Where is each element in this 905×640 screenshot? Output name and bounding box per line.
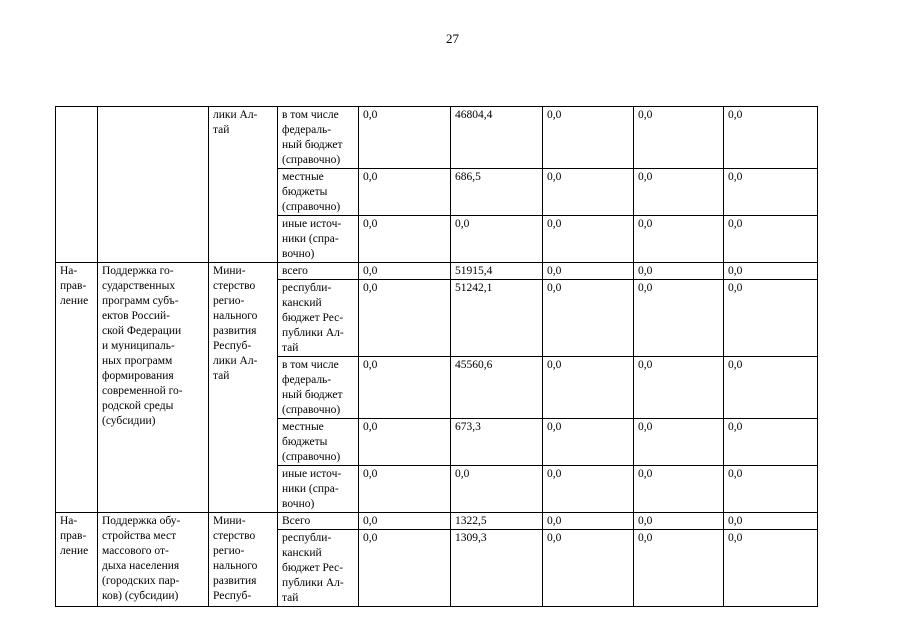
source-cell: местные бюджеты (справочно): [278, 419, 359, 466]
value-cell: 0,0: [359, 419, 451, 466]
budget-table-body: [56, 107, 818, 607]
value-cell: 51915,4: [451, 263, 543, 280]
source-cell: всего: [278, 263, 359, 280]
value-cell: 0,0: [724, 530, 818, 607]
event-cell: [98, 107, 209, 263]
value-cell: 0,0: [634, 280, 724, 357]
value-cell: 686,5: [451, 169, 543, 216]
value-cell: 0,0: [634, 169, 724, 216]
source-cell: местные бюджеты (справочно): [278, 169, 359, 216]
value-cell: 1309,3: [451, 530, 543, 607]
value-cell: 0,0: [634, 107, 724, 169]
value-cell: 0,0: [359, 466, 451, 513]
value-cell: 0,0: [724, 466, 818, 513]
value-cell: 0,0: [634, 357, 724, 419]
value-cell: 46804,4: [451, 107, 543, 169]
value-cell: 0,0: [543, 216, 634, 263]
table-row: [56, 107, 818, 169]
value-cell: 0,0: [634, 419, 724, 466]
event-cell: Поддержка обу- стройства мест массового от- дыха населения (городских пар- ков) (субсидии): [98, 513, 209, 607]
value-cell: 0,0: [543, 169, 634, 216]
value-cell: 0,0: [634, 216, 724, 263]
source-cell: Всего: [278, 513, 359, 530]
event-cell: Поддержка го- сударственных программ субъ- ектов Россий- ской Федерации и муниципаль- ных программ формирования современной го- родской среды (субсидии): [98, 263, 209, 513]
executor-cell: Мини- стерство регио- нального развития Респуб- лики Ал- тай: [209, 263, 278, 513]
type-cell: [56, 107, 98, 263]
value-cell: 673,3: [451, 419, 543, 466]
value-cell: 0,0: [543, 280, 634, 357]
value-cell: 0,0: [724, 169, 818, 216]
value-cell: 0,0: [543, 419, 634, 466]
value-cell: 0,0: [543, 513, 634, 530]
executor-cell: лики Ал- тай: [209, 107, 278, 263]
value-cell: 0,0: [724, 513, 818, 530]
value-cell: 0,0: [634, 263, 724, 280]
value-cell: 0,0: [724, 280, 818, 357]
value-cell: 0,0: [359, 513, 451, 530]
value-cell: 0,0: [359, 530, 451, 607]
source-cell: республи- канский бюджет Рес- публики Ал- тай: [278, 530, 359, 607]
value-cell: 0,0: [724, 357, 818, 419]
table-row: [56, 263, 818, 280]
value-cell: 1322,5: [451, 513, 543, 530]
value-cell: 45560,6: [451, 357, 543, 419]
value-cell: 0,0: [451, 466, 543, 513]
value-cell: 0,0: [451, 216, 543, 263]
source-cell: республи- канский бюджет Рес- публики Ал- тай: [278, 280, 359, 357]
value-cell: 0,0: [359, 216, 451, 263]
value-cell: 0,0: [724, 216, 818, 263]
value-cell: 0,0: [359, 169, 451, 216]
source-cell: иные источ- ники (спра- вочно): [278, 216, 359, 263]
value-cell: 0,0: [724, 107, 818, 169]
page-number: 27: [446, 31, 459, 46]
type-cell: На- прав- ление: [56, 513, 98, 607]
value-cell: 0,0: [543, 107, 634, 169]
value-cell: 51242,1: [451, 280, 543, 357]
executor-cell: Мини- стерство регио- нального развития Респуб-: [209, 513, 278, 607]
source-cell: в том числе федераль- ный бюджет (справочно): [278, 107, 359, 169]
value-cell: 0,0: [543, 530, 634, 607]
value-cell: 0,0: [543, 357, 634, 419]
table-row: [56, 513, 818, 530]
source-cell: иные источ- ники (спра- вочно): [278, 466, 359, 513]
value-cell: 0,0: [543, 263, 634, 280]
value-cell: 0,0: [634, 530, 724, 607]
value-cell: 0,0: [543, 466, 634, 513]
value-cell: 0,0: [724, 419, 818, 466]
type-cell: На- прав- ление: [56, 263, 98, 513]
value-cell: 0,0: [634, 513, 724, 530]
value-cell: 0,0: [359, 280, 451, 357]
value-cell: 0,0: [359, 107, 451, 169]
value-cell: 0,0: [359, 263, 451, 280]
value-cell: 0,0: [724, 263, 818, 280]
value-cell: 0,0: [634, 466, 724, 513]
value-cell: 0,0: [359, 357, 451, 419]
source-cell: в том числе федераль- ный бюджет (справочно): [278, 357, 359, 419]
budget-table: [55, 106, 818, 607]
